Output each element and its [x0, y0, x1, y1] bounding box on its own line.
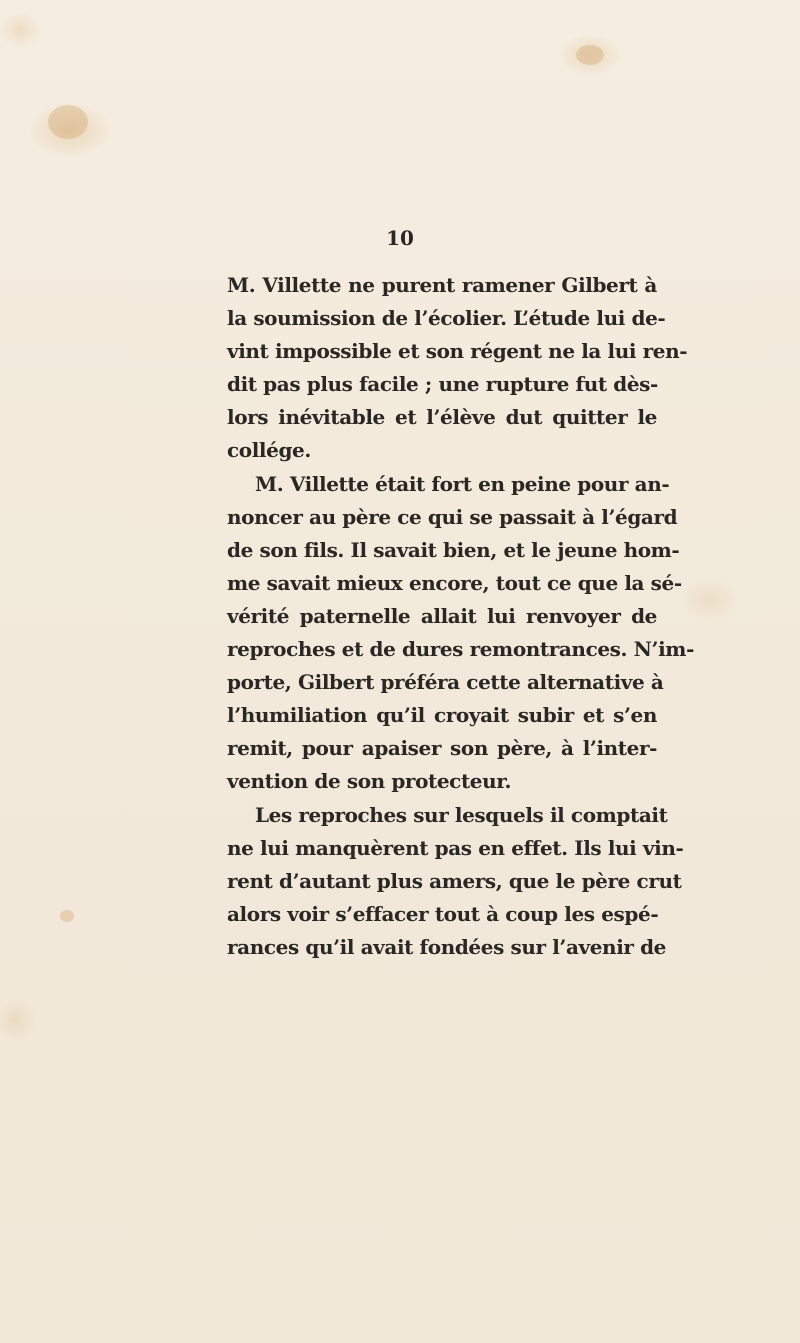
- text-line: dit pas plus facile ; une rupture fut dès-: [227, 372, 658, 397]
- text-line: M. Villette ne purent ramener Gilbert à: [227, 273, 657, 297]
- text-line: l’humiliation qu’il croyait subir et s’en: [227, 703, 657, 728]
- text-line: collége.: [227, 438, 311, 463]
- foxing-stain: [48, 105, 88, 139]
- text-line: de son fils. Il savait bien, et le jeune hom-: [227, 537, 680, 562]
- page-number: 10: [386, 226, 414, 250]
- text-line: lors inévitable et l’élève dut quitter le: [227, 405, 657, 430]
- text-line: remit, pour apaiser son père, à l’inter-: [227, 736, 657, 761]
- text-line: vérité paternelle allait lui renvoyer de: [227, 603, 657, 628]
- text-line: M. Villette était fort en peine pour an-: [255, 471, 670, 496]
- text-line: vention de son protecteur.: [227, 769, 512, 794]
- text-line: me savait mieux encore, tout ce que la sé-: [227, 570, 682, 595]
- text-line: la soumission de l’écolier. L’étude lui de-: [227, 306, 666, 331]
- text-line: Les reproches sur lesquels il comptait: [255, 802, 668, 827]
- text-line: noncer au père ce qui se passait à l’égard: [227, 504, 678, 529]
- text-line: porte, Gilbert préféra cette alternative à: [227, 670, 664, 695]
- text-line: alors voir s’effacer tout à coup les espé-: [227, 901, 659, 926]
- text-line: ne lui manquèrent pas en effet. Ils lui vin-: [227, 835, 684, 860]
- text-line: rances qu’il avait fondées sur l’avenir de: [227, 934, 667, 959]
- text-line: reproches et de dures remontrances. N’im-: [227, 637, 694, 662]
- foxing-stain: [576, 45, 604, 65]
- body-text: [227, 269, 694, 964]
- text-line: vint impossible et son régent ne la lui ren-: [227, 339, 688, 364]
- foxing-stain: [60, 910, 74, 922]
- text-line: rent d’autant plus amers, que le père crut: [227, 868, 682, 893]
